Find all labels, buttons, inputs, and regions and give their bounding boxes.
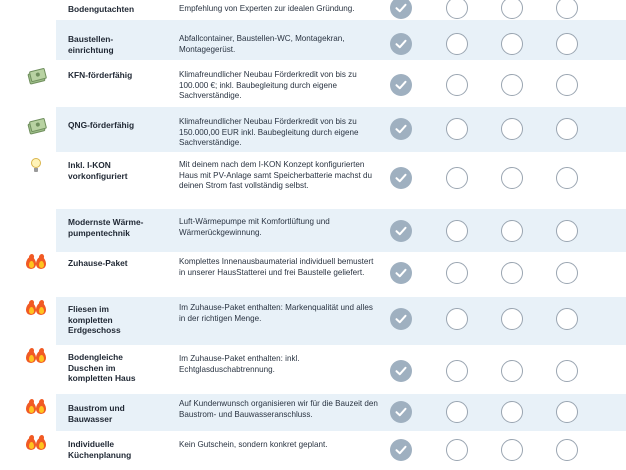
empty-circle-icon[interactable] [556,74,578,96]
empty-circle-icon[interactable] [556,33,578,55]
empty-circle-icon[interactable] [446,401,468,423]
empty-circle-icon[interactable] [446,262,468,284]
empty-circle-icon[interactable] [501,401,523,423]
table-row [0,209,626,252]
table-row [0,297,626,345]
empty-circle-icon[interactable] [446,308,468,330]
check-icon[interactable] [390,118,412,140]
check-icon[interactable] [390,439,412,461]
empty-circle-icon[interactable] [501,360,523,382]
empty-circle-icon[interactable] [501,167,523,189]
empty-circle-icon[interactable] [556,167,578,189]
row-label: Bodengleiche Duschen im kompletten Haus [68,352,136,384]
money-icon [18,68,54,84]
check-icon[interactable] [390,401,412,423]
row-description: Klimafreundlicher Neubau Förderkredit von bis zu 100.000 €; inkl. Baubegleitung durch eigene Sachverständige. [179,70,357,101]
table-row [0,152,626,209]
row-description: Im Zuhause-Paket enthalten: Markenqualität und alles in der richtigen Menge. [179,303,373,323]
empty-circle-icon[interactable] [446,118,468,140]
row-description: Kein Gutschein, sondern konkret geplant. [179,440,328,449]
row-description: Klimafreundlicher Neubau Förderkredit von bis zu 150.000,00 EUR inkl. Baubegleitung durch eigene Sachverständige. [179,117,359,148]
check-icon[interactable] [390,308,412,330]
row-label: Inkl. I-KON vorkonfiguriert [68,160,128,181]
empty-circle-icon[interactable] [501,118,523,140]
row-label: KFN-förderfähig [68,70,133,80]
row-label: Fliesen im kompletten Erdgeschoss [68,304,121,336]
empty-circle-icon[interactable] [556,308,578,330]
check-icon[interactable] [390,360,412,382]
table-row [0,394,626,431]
row-description: Luft-Wärmepumpe mit Komfortlüftung und Wärmerückgewinnung. [179,217,330,237]
empty-circle-icon[interactable] [501,262,523,284]
fire-icon [18,401,54,418]
row-label: Baustellen- einrichtung [68,34,114,55]
table-row [0,107,626,152]
light-bulb-icon [18,158,54,177]
row-description: Im Zuhause-Paket enthalten: inkl. Echtglasduschabtrennung. [179,354,300,374]
empty-circle-icon[interactable] [556,360,578,382]
empty-circle-icon[interactable] [501,308,523,330]
table-row [0,431,626,470]
empty-circle-icon[interactable] [556,118,578,140]
empty-circle-icon[interactable] [446,74,468,96]
table-row [0,345,626,394]
fire-icon [18,302,54,319]
empty-circle-icon[interactable] [556,439,578,461]
row-label: Modernste Wärme- pumpentechnik [68,217,144,238]
fire-icon [18,437,54,454]
empty-circle-icon[interactable] [446,167,468,189]
row-description: Empfehlung von Experten zur idealen Gründung. [179,4,355,13]
empty-circle-icon[interactable] [446,33,468,55]
row-label: Bodengutachten [68,4,135,14]
table-row [0,60,626,107]
money-icon [18,118,54,134]
fire-icon [18,350,54,367]
table-row [0,0,626,20]
row-label: QNG-förderfähig [68,120,135,130]
empty-circle-icon[interactable] [556,220,578,242]
row-label: Baustrom und Bauwasser [68,403,125,424]
row-description: Abfallcontainer, Baustellen-WC, Montagekran, Montagegerüst. [179,34,345,54]
empty-circle-icon[interactable] [501,33,523,55]
empty-circle-icon[interactable] [446,220,468,242]
row-description: Auf Kundenwunsch organisieren wir für die Bauzeit den Baustrom- und Bauwasseranschluss. [179,399,378,419]
empty-circle-icon[interactable] [446,439,468,461]
check-icon[interactable] [390,33,412,55]
check-icon[interactable] [390,220,412,242]
row-label: Zuhause-Paket [68,258,128,268]
empty-circle-icon[interactable] [556,401,578,423]
table-row [0,252,626,297]
empty-circle-icon[interactable] [501,439,523,461]
row-label: Individuelle Küchenplanung [68,439,132,460]
table-row [0,20,626,60]
check-icon[interactable] [390,167,412,189]
empty-circle-icon[interactable] [501,220,523,242]
row-description: Mit deinem nach dem I-KON Konzept konfigurierten Haus mit PV-Anlage samt Speicherbatterie machst du deinen Strom fast vollständig selbst. [179,160,372,191]
check-icon[interactable] [390,262,412,284]
empty-circle-icon[interactable] [501,74,523,96]
empty-circle-icon[interactable] [556,262,578,284]
check-icon[interactable] [390,74,412,96]
row-description: Komplettes Innenausbaumaterial individuell bemustert in unserer HausStatterei und frei Baustelle geliefert. [179,257,374,277]
empty-circle-icon[interactable] [446,360,468,382]
fire-icon [18,256,54,273]
